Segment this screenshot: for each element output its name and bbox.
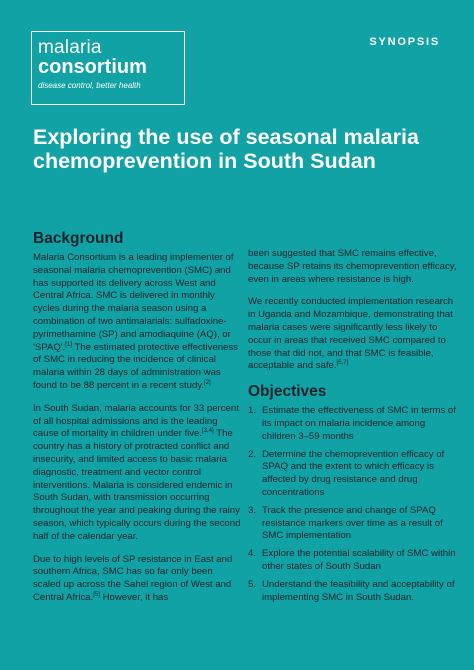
objective-item bbox=[248, 405, 458, 443]
objective-text: Understand the feasibility and acceptability of implementing SMC in South Sudan. bbox=[262, 578, 455, 603]
background-heading: Background bbox=[33, 230, 124, 247]
objective-item bbox=[248, 449, 458, 500]
citation: [3,4] bbox=[202, 428, 214, 435]
objective-item bbox=[248, 548, 458, 574]
objectives-heading: Objectives bbox=[248, 383, 327, 401]
objective-text: Estimate the effectiveness of SMC in terms of its impact on malaria incidence among children 3–59 months bbox=[262, 405, 456, 442]
text-span: We recently conducted implementation research in Uganda and Mozambique, demonstrating that malaria cases were significantly less likely to occur in areas that received SMC compared to those that did not, and that SMC is feasible, acceptable and safe. bbox=[248, 296, 454, 372]
objective-text: Track the presence and change of SPAQ resistance markers over time as a result of SMC implementation bbox=[262, 504, 443, 542]
objective-text: Determine the chemoprevention efficacy of SPAQ and the extent to which efficacy is affected by drug resistance and drug concentrations bbox=[262, 448, 445, 498]
text-span: However, it has bbox=[99, 591, 169, 603]
objective-number: 2. bbox=[248, 448, 257, 460]
text-span: Due to high levels of SP resistance in East and southern Africa, SMC has so far only been scaled up across the Sahel region of West and Central Africa. bbox=[33, 553, 233, 603]
background-paragraph-4 bbox=[248, 296, 458, 373]
malaria-consortium-logo bbox=[31, 31, 185, 105]
objectives-list bbox=[248, 405, 458, 604]
logo-line-2: consortium bbox=[38, 56, 147, 78]
logo-tagline: disease control, better health bbox=[38, 81, 141, 90]
citation: [6,7] bbox=[336, 360, 349, 367]
document-type-label: SYNOPSIS bbox=[369, 36, 440, 48]
text-span: In South Sudan, malaria accounts for 33 percent of all hospital admissions and is the leading cause of mortality in children under five. bbox=[33, 402, 239, 440]
objective-number: 5. bbox=[248, 578, 257, 590]
citation: [2] bbox=[204, 379, 211, 386]
objective-number: 3. bbox=[248, 504, 257, 516]
left-column bbox=[33, 230, 243, 615]
citation: [1] bbox=[65, 341, 72, 348]
text-span: The estimated protective effectiveness of SMC in reducing the incidence of clinical malaria within 28 days of administration was found to be 88 percent in a recent study. bbox=[33, 341, 238, 391]
objective-number: 4. bbox=[248, 548, 257, 560]
text-span: The country has a history of protracted conflict and insecurity, and limited access to basic malaria diagnostic, treatment and vector control interventions. Malaria is considered endemic in South Sudan, with transmission occurring throughout the year and peaking during the rainy season, which typically occurs during the second half of the calendar year. bbox=[33, 428, 241, 542]
citation: [5] bbox=[93, 591, 100, 598]
text-span: Malaria Consortium is a leading implementer of seasonal malaria chemoprevention (SMC) and has supported its delivery across West and Central Africa. SMC is delivered in monthly cycles during the malaria season using a combination of two antimalarials: sulfadoxine-pyrimethamine (SP) and amodiaquine (AQ), or 'SPAQ'. bbox=[33, 252, 234, 353]
objective-number: 1. bbox=[248, 405, 257, 417]
objective-item bbox=[248, 579, 458, 605]
background-paragraph-3-continued: been suggested that SMC remains effective, because SP retains its chemoprevention efficacy, even in areas where resistance is high. bbox=[248, 248, 457, 285]
objective-text: Explore the potential scalability of SMC within other states of South Sudan bbox=[262, 548, 456, 572]
objective-item bbox=[248, 505, 458, 543]
background-paragraph-3 bbox=[33, 554, 243, 605]
logo-line-1: malaria bbox=[38, 37, 102, 58]
background-paragraph-1 bbox=[33, 252, 243, 393]
right-column bbox=[248, 248, 458, 609]
document-title: Exploring the use of seasonal malaria chemoprevention in South Sudan bbox=[33, 125, 419, 173]
background-paragraph-2 bbox=[33, 403, 243, 544]
